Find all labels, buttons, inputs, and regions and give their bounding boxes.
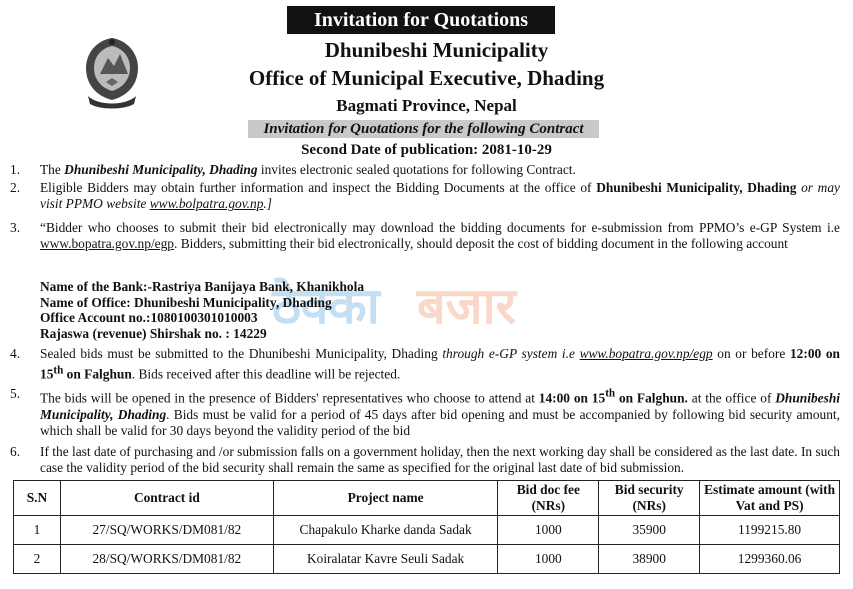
province-name: Bagmati Province, Nepal	[336, 96, 517, 115]
clause-4: 4. Sealed bids must be submitted to the Dhunibeshi Municipality, Dhading through e-GP system i.e www.bopatra.gov.np/egp on or before 12:00 on 15th on Falghun. Bids received after this deadline will be rejected.	[10, 346, 841, 382]
col-bid-doc-fee: Bid doc fee (NRs)	[498, 481, 599, 516]
watermark-part1: ठेक्का	[272, 277, 380, 335]
clause-5: 5. The bids will be opened in the presence of Bidders' representatives who choose to attend at 14:00 on 15th on Falghun. at the office of Dhunibeshi Municipality, Dhading. Bids must be valid for a period of 45 days after bid opening and must be accompanied by following bid security amount, which shall be valid for 30 days beyond the validity period of the bid	[10, 386, 840, 439]
municipality-name: Dhunibeshi Municipality	[324, 38, 549, 62]
bank-account: Office Account no.:1080100301010003	[40, 310, 258, 326]
clause-3: 3. “Bidder who chooses to submit their bid electronically may download the bidding documents for e-submission from PPMO’s e-GP System i.e www.bopatra.gov.np/egp. Bidders, submitting their bid electronically, should deposit the cost of bidding document in the following account	[10, 220, 840, 252]
office-name: Office of Municipal Executive, Dhading	[248, 66, 605, 90]
bank-name: Name of the Bank:-Rastriya Banijaya Bank, Khanikhola	[40, 279, 365, 294]
bolpatra-link[interactable]: www.bolpatra.gov.np	[149, 196, 264, 212]
revenue-heading: Rajaswa (revenue) Shirshak no. : 14229	[40, 325, 267, 341]
clause-6: 6. If the last date of purchasing and /or submission falls on a government holiday, then the next working day shall be considered as the last date. In such case the validity period of the bid security shall remain the same as specified for the original last date of bid submission.	[10, 444, 840, 476]
clause-2: 2. Eligible Bidders may obtain further information and inspect the Bidding Documents at the office of Dhunibeshi Municipality, Dhading or may visit PPMO website www.bolpatra.gov.np.]	[10, 180, 840, 212]
bank-office: Name of Office: Dhunibeshi Municipality, Dhading	[40, 294, 332, 310]
notice-subtitle: Invitation for Quotations for the following Contract	[248, 120, 599, 138]
contracts-table	[13, 480, 840, 574]
table-row: 1 27/SQ/WORKS/DM081/82 Chapakulo Kharke danda Sadak 1000 35900 1199215.80	[14, 516, 840, 545]
col-sn: S.N	[14, 481, 61, 516]
egp-link-2[interactable]: www.bopatra.gov.np/egp	[579, 346, 713, 361]
bank-details	[40, 279, 364, 341]
col-estimate-amount: Estimate amount (with Vat and PS)	[700, 481, 840, 516]
notice-title-box: Invitation for Quotations	[287, 6, 555, 34]
col-contract-id: Contract id	[60, 481, 273, 516]
watermark-part2: बजार	[417, 277, 517, 335]
col-project-name: Project name	[273, 481, 498, 516]
publication-date: Second Date of publication: 2081-10-29	[301, 142, 552, 158]
municipality-ref: Dhunibeshi Municipality, Dhading	[64, 162, 258, 177]
egp-link[interactable]: www.bopatra.gov.np/egp	[40, 236, 174, 252]
table-row: 2 28/SQ/WORKS/DM081/82 Koiralatar Kavre Seuli Sadak 1000 38900 1299360.06	[14, 545, 840, 574]
col-bid-security: Bid security (NRs)	[599, 481, 700, 516]
table-header-row	[14, 481, 840, 516]
clause-1: 1. The Dhunibeshi Municipality, Dhading invites electronic sealed quotations for following Contract.	[10, 162, 576, 177]
